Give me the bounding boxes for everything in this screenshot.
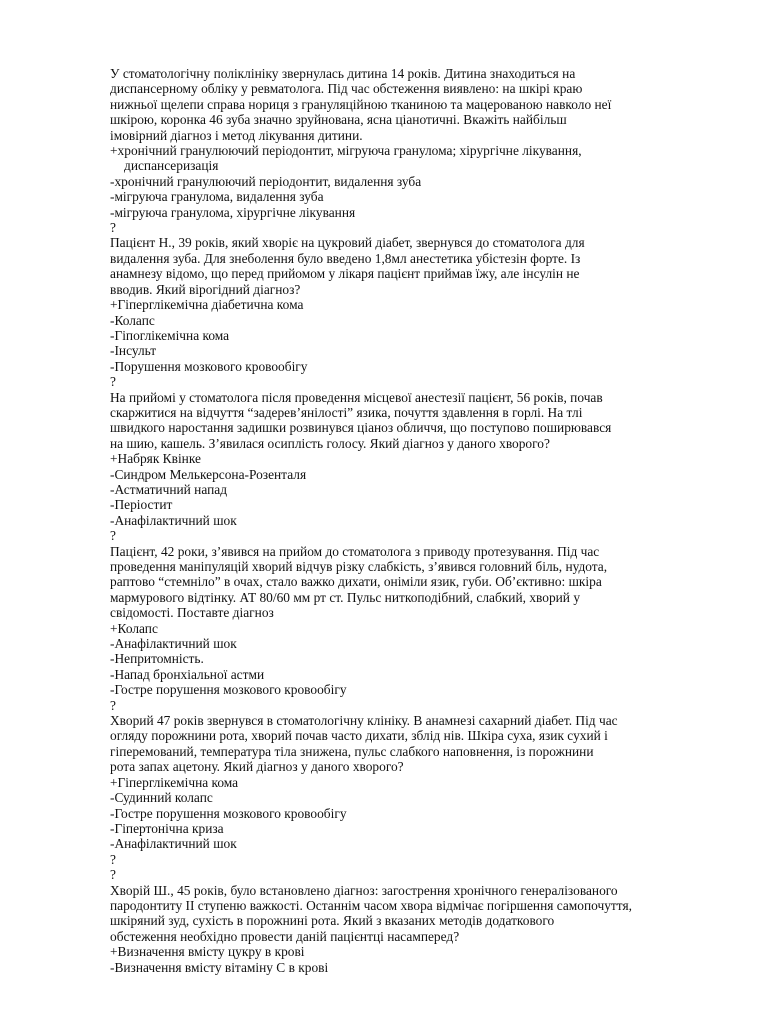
text-line: рота запах ацетону. Який діагноз у даного хворого? bbox=[110, 759, 404, 775]
text-line: -Судинний колапс bbox=[110, 790, 213, 806]
question-separator: ? bbox=[110, 528, 116, 544]
text-line: -Анафілактичний шок bbox=[110, 836, 237, 852]
question-separator: ? bbox=[110, 851, 116, 867]
text-line: -Синдром Мелькерсона-Розенталя bbox=[110, 466, 307, 482]
text-line: У стоматологічну поліклініку звернулась дитина 14 років. Дитина знаходиться на bbox=[110, 66, 576, 81]
text-line: -Гостре порушення мозкового кровообігу bbox=[110, 682, 347, 698]
text-line: Хворій Ш., 45 років, було встановлено діагноз: загострення хронічного генералізованого bbox=[110, 882, 618, 898]
text-line: -мігруюча гранулома, видалення зуба bbox=[110, 189, 324, 205]
text-line: обстеження необхідно провести даній пацієнтці насамперед? bbox=[110, 928, 460, 944]
text-line: нижньої щелепи справа нориця з грануляційною тканиною та мацерованою навколо неї bbox=[110, 96, 612, 112]
text-line: +хронічний гранулюючий періодонтит, мігруюча гранулома; хірургічне лікування, bbox=[110, 143, 582, 159]
text-line: свідомості. Поставте діагноз bbox=[110, 605, 274, 621]
text-line: -Непритомність. bbox=[110, 651, 204, 667]
text-line: на шию, кашель. З’явилася осиплість голосу. Який діагноз у даного хворого? bbox=[110, 435, 550, 451]
text-line: -Гіпертонічна криза bbox=[110, 820, 224, 836]
text-line: +Набряк Квінке bbox=[110, 451, 201, 467]
text-line: -Гіпоглікемічна кома bbox=[110, 327, 230, 343]
text-line: імовірний діагноз і метод лікування дитини. bbox=[110, 127, 363, 143]
text-line: видалення зуба. Для знеболення було введено 1,8мл анестетика убістезін форте. Із bbox=[110, 250, 581, 266]
text-line: -Напад бронхіальної астми bbox=[110, 666, 265, 682]
text-line: диспансеризація bbox=[124, 158, 219, 174]
text-line: -Анафілактичний шок bbox=[110, 636, 237, 652]
question-separator: ? bbox=[110, 374, 116, 390]
text-line: -Анафілактичний шок bbox=[110, 512, 237, 528]
text-line: швидкого наростання задишки розвинувся ціаноз обличчя, що поступово поширювався bbox=[110, 420, 612, 436]
text-line: Пацієнт Н., 39 років, який хворіє на цукровий діабет, звернувся до стоматолога для bbox=[110, 235, 585, 251]
text-line: -мігруюча гранулома, хірургічне лікування bbox=[110, 204, 356, 220]
text-line: На прийомі у стоматолога після проведення місцевої анестезії пацієнт, 56 років, почав bbox=[110, 389, 603, 405]
text-line: -Інсульт bbox=[110, 343, 157, 359]
text-line: диспансерному обліку у ревматолога. Під час обстеження виявлено: на шкірі краю bbox=[110, 81, 583, 97]
text-line: -Колапс bbox=[110, 312, 155, 328]
text-line: гіперемований, температура тіла знижена, пульс слабкого наповнення, із порожнини bbox=[110, 743, 594, 759]
text-line: -Астматичний напад bbox=[110, 481, 228, 497]
text-line: +Гіперглікемічна кома bbox=[110, 774, 239, 790]
text-line: -Гостре порушення мозкового кровообігу bbox=[110, 805, 347, 821]
text-line: шкіряний зуд, сухість в порожнині рота. Який з вказаних методів додаткового bbox=[110, 913, 555, 929]
text-line: +Колапс bbox=[110, 620, 158, 636]
text-line: вводив. Який вірогідний діагноз? bbox=[110, 281, 301, 297]
question-separator: ? bbox=[110, 697, 116, 713]
text-line: мармурового відтінку. АТ 80/60 мм рт ст. Пульс ниткоподібний, слабкий, хворий у bbox=[110, 589, 581, 605]
text-line: -хронічний гранулюючий періодонтит, видалення зуба bbox=[110, 173, 422, 189]
text-line: +Визначення вмісту цукру в крові bbox=[110, 944, 305, 960]
question-separator: ? bbox=[110, 867, 116, 883]
text-line: проведення маніпуляцій хворий відчув різку слабкість, з’явився головний біль, нудота, bbox=[110, 559, 608, 574]
text-line: -Порушення мозкового кровообігу bbox=[110, 358, 308, 374]
text-line: -Визначення вмісту вітаміну С в крові bbox=[110, 959, 329, 975]
text-line: пародонтиту II ступеню важкості. Останнім часом хвора відмічає погіршення самопочуття, bbox=[110, 897, 632, 913]
text-line: огляду порожнини рота, хворий почав часто дихати, зблід нів. Шкіра суха, язик сухий і bbox=[110, 728, 608, 744]
text-line: +Гіперглікемічна діабетична кома bbox=[110, 297, 304, 313]
text-line: -Періостит bbox=[110, 497, 173, 513]
text-line: шкірою, коронка 46 зуба значно зруйнована, ясна ціанотичні. Вкажіть найбільш bbox=[110, 112, 567, 128]
text-line: Хворий 47 років звернувся в стоматологічну клініку. В анамнезі сахарний діабет. Під час bbox=[110, 713, 618, 729]
text-line: раптово “стемніло” в очах, стало важко дихати, оніміли язик, губи. Об’єктивно: шкіра bbox=[110, 574, 602, 590]
question-separator: ? bbox=[110, 220, 116, 236]
text-line: скаржитися на відчуття “задерев’янілості” язика, почуття здавлення в горлі. На тлі bbox=[110, 404, 583, 420]
text-line: Пацієнт, 42 роки, з’явився на прийом до стоматолога з приводу протезування. Під час bbox=[110, 543, 600, 559]
text-line: анамнезу відомо, що перед прийомом у лікаря пацієнт приймав їжу, але інсулін не bbox=[110, 266, 580, 282]
